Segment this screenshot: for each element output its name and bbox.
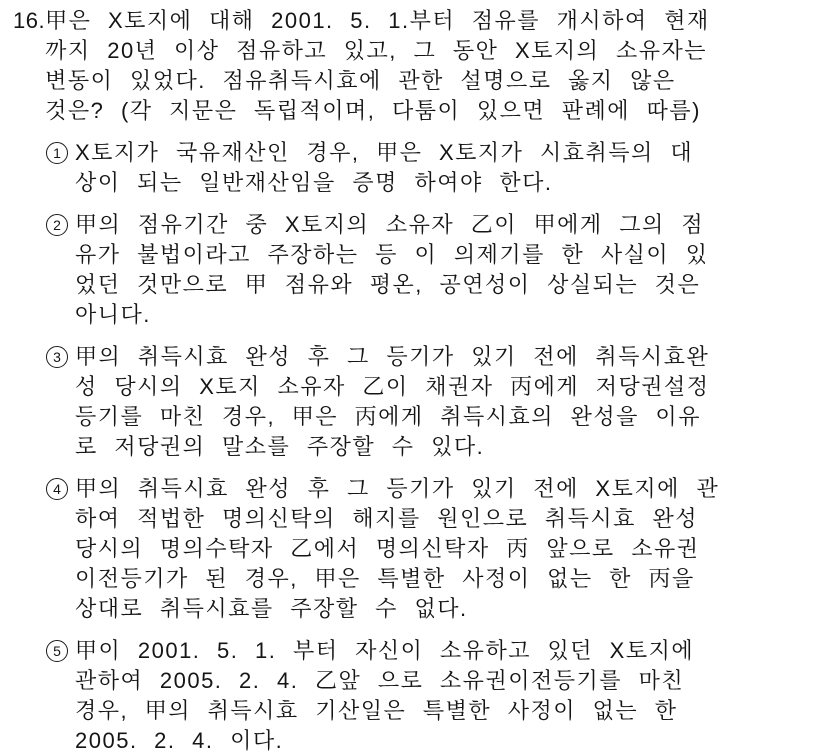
option-3-line-3: 등기를 마친 경우, 甲은 丙에게 취득시효의 완성을 이유 xyxy=(75,404,701,429)
option-item-4 xyxy=(46,474,816,624)
option-5-line-4: 2005. 2. 4. 이다. xyxy=(75,728,284,753)
options-list xyxy=(46,138,816,756)
option-4-line-3: 당시의 명의수탁자 乙에서 명의신탁자 丙 앞으로 소유권 xyxy=(75,536,700,561)
option-1-line-2: 상이 되는 일반재산임을 증명 하여야 한다. xyxy=(75,170,553,195)
option-circled-number-2: 2 xyxy=(46,214,68,236)
option-2-line-1: 甲의 점유기간 중 X토지의 소유자 乙이 甲에게 그의 점 xyxy=(75,212,705,237)
option-5-line-2: 관하여 2005. 2. 4. 乙앞 으로 소유권이전등기를 마친 xyxy=(75,668,685,693)
option-circled-number-1: 1 xyxy=(46,142,68,164)
option-item-2 xyxy=(46,210,816,330)
option-4-line-4: 이전등기가 된 경우, 甲은 특별한 사정이 없는 한 丙을 xyxy=(75,566,695,591)
option-item-3 xyxy=(46,342,816,462)
option-1-line-1: X토지가 국유재산인 경우, 甲은 X토지가 시효취득의 대 xyxy=(75,140,694,165)
option-circled-number-5: 5 xyxy=(46,640,68,662)
option-item-1 xyxy=(46,138,816,198)
option-2-line-4: 아니다. xyxy=(75,302,151,327)
option-circled-number-3: 3 xyxy=(46,346,68,368)
option-4-line-2: 하여 적법한 명의신탁의 해지를 원인으로 취득시효 완성 xyxy=(75,506,698,531)
option-text-3 xyxy=(75,342,816,462)
stem-line-4: 것은? (각 지문은 독립적이며, 다툼이 있으면 판례에 따름) xyxy=(45,98,701,123)
question-block xyxy=(13,6,816,126)
option-text-4 xyxy=(75,474,816,624)
option-2-line-3: 었던 것만으로 甲 점유와 평온, 공연성이 상실되는 것은 xyxy=(75,272,701,297)
stem-line-1: 甲은 X토지에 대해 2001. 5. 1.부터 점유를 개시하여 현재 xyxy=(45,8,710,33)
option-5-line-1: 甲이 2001. 5. 1. 부터 자신이 소유하고 있던 X토지에 xyxy=(75,638,695,663)
option-3-line-2: 성 당시의 X토지 소유자 乙이 채권자 丙에게 저당권설정 xyxy=(75,374,710,399)
option-text-5 xyxy=(75,636,816,756)
stem-line-3: 변동이 있었다. 점유취득시효에 관한 설명으로 옳지 않은 xyxy=(45,68,676,93)
option-3-line-4: 로 저당권의 말소를 주장할 수 있다. xyxy=(75,434,485,459)
option-item-5 xyxy=(46,636,816,756)
stem-line-2: 까지 20년 이상 점유하고 있고, 그 동안 X토지의 소유자는 xyxy=(45,38,708,63)
option-text-1 xyxy=(75,138,816,198)
option-5-line-3: 경우, 甲의 취득시효 기산일은 특별한 사정이 없는 한 xyxy=(75,698,678,723)
option-2-line-2: 유가 불법이라고 주장하는 등 이 의제기를 한 사실이 있 xyxy=(75,242,709,267)
option-4-line-5: 상대로 취득시효를 주장할 수 없다. xyxy=(75,596,468,621)
option-circled-number-4: 4 xyxy=(46,478,68,500)
option-text-2 xyxy=(75,210,816,330)
option-4-line-1: 甲의 취득시효 완성 후 그 등기가 있기 전에 X토지에 관 xyxy=(75,476,720,501)
option-3-line-1: 甲의 취득시효 완성 후 그 등기가 있기 전에 취득시효완 xyxy=(75,344,710,369)
question-number: 16. xyxy=(13,8,46,33)
question-stem xyxy=(45,6,816,126)
